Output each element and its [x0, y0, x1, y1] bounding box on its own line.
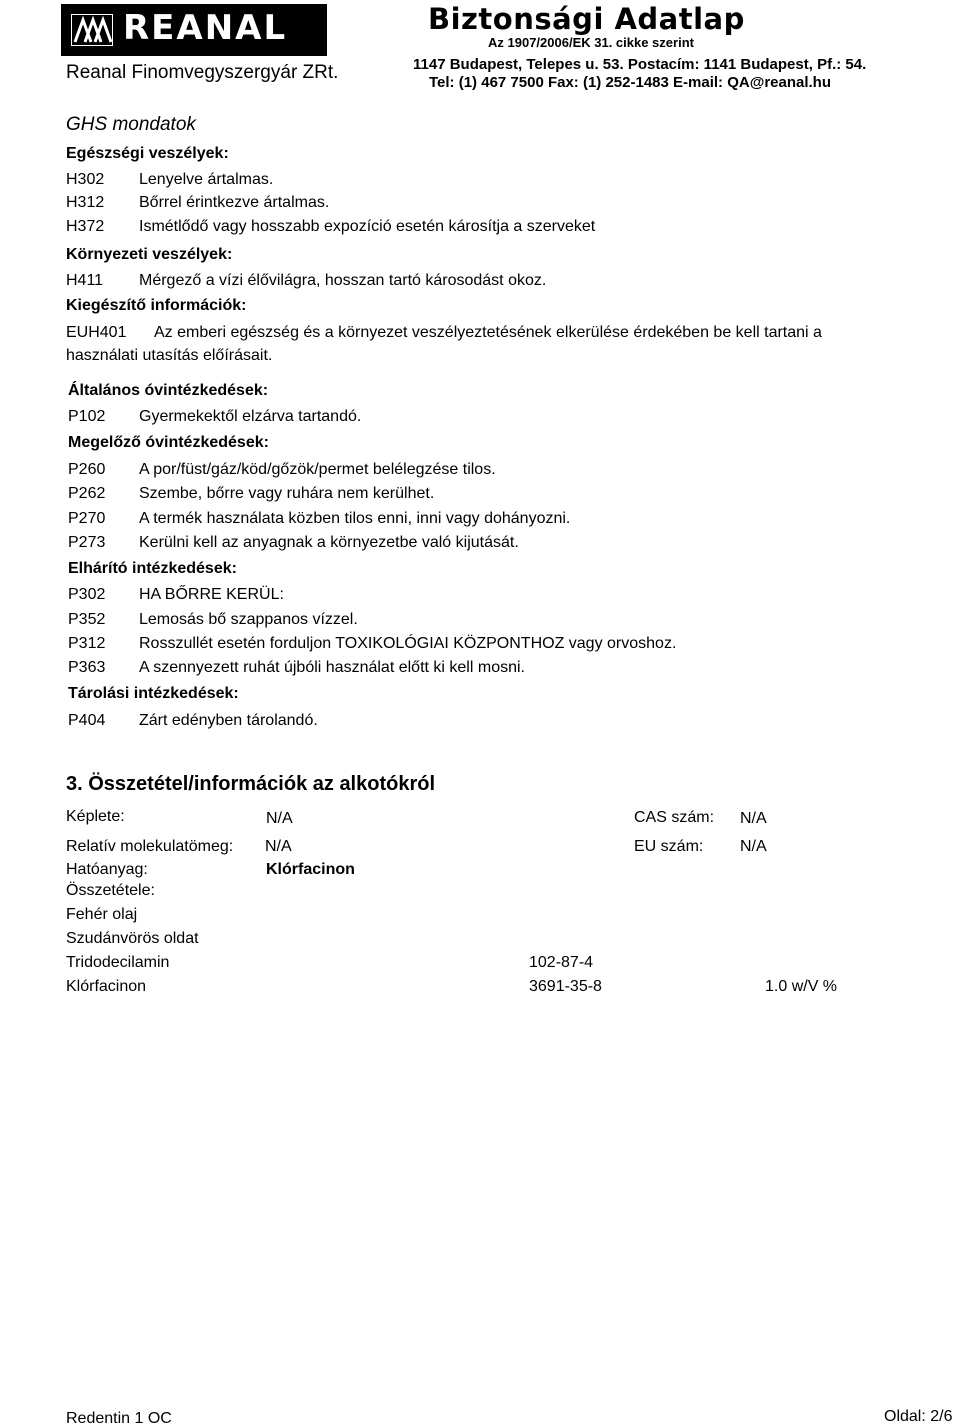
precaution-statement: HA BŐRRE KERÜL: [139, 586, 284, 603]
cas-label: CAS szám: [634, 809, 715, 826]
precaution-code: P312 [68, 635, 106, 652]
general-precautions-heading: Általános óvintézkedések: [68, 382, 269, 399]
hazard-code: H372 [66, 218, 105, 235]
company-contact: Tel: (1) 467 7500 Fax: (1) 252-1483 E-mail: QA@reanal.hu [429, 74, 832, 91]
hazard-code: H411 [66, 272, 104, 289]
health-hazards-heading: Egészségi veszélyek: [66, 145, 229, 162]
hazard-code: H302 [66, 171, 105, 188]
precaution-code: P262 [68, 485, 106, 502]
component-name: Tridodecilamin [66, 954, 170, 971]
company-name: Reanal Finomvegyszergyár ZRt. [66, 62, 339, 83]
storage-heading: Tárolási intézkedések: [68, 685, 239, 702]
company-logo [61, 4, 327, 56]
component-name: Szudánvörös oldat [66, 930, 199, 947]
precaution-code: P260 [68, 461, 106, 478]
formula-value: N/A [266, 810, 293, 827]
precaution-code: P352 [68, 611, 106, 628]
mw-value: N/A [265, 838, 292, 855]
precaution-statement: A szennyezett ruhát újbóli használat előtt ki kell mosni. [139, 659, 525, 676]
component-name: Klórfacinon [66, 978, 147, 995]
precaution-statement: Zárt edényben tárolandó. [139, 712, 318, 729]
component-name: Fehér olaj [66, 906, 138, 923]
prevention-heading: Megelőző óvintézkedések: [68, 434, 269, 451]
hazard-code: EUH401 [66, 324, 127, 341]
footer-page-number: Oldal: 2/6 [884, 1408, 953, 1425]
composition-label: Összetétele: [66, 882, 155, 899]
eu-label: EU szám: [634, 838, 704, 855]
composition-section-title: 3. Összetétel/információk az alkotókról [66, 773, 436, 795]
extra-info-heading: Kiegészítő információk: [66, 297, 247, 314]
precaution-statement: A por/füst/gáz/köd/gőzök/permet belélegzése tilos. [139, 461, 496, 478]
reanal-logo-icon [71, 14, 113, 46]
env-hazards-heading: Környezeti veszélyek: [66, 246, 233, 263]
precaution-statement: Lemosás bő szappanos vízzel. [139, 611, 358, 628]
component-concentration: 1.0 w/V % [765, 978, 838, 995]
precaution-statement: Gyermekektől elzárva tartandó. [139, 408, 362, 425]
cas-value: N/A [740, 810, 767, 827]
hazard-statement: Az emberi egészség és a környezet veszélyeztetésének elkerülése érdekében be kell tartani a [154, 324, 822, 341]
document-title: Biztonsági Adatlap [428, 2, 745, 36]
component-cas: 102-87-4 [529, 954, 594, 971]
precaution-code: P363 [68, 659, 106, 676]
precaution-statement: A termék használata közben tilos enni, inni vagy dohányozni. [139, 510, 571, 527]
hazard-statement-continued: használati utasítás előírásait. [66, 347, 273, 364]
precaution-code: P404 [68, 712, 106, 729]
precaution-code: P302 [68, 586, 106, 603]
eu-value: N/A [740, 838, 767, 855]
precaution-statement: Rosszullét esetén forduljon TOXIKOLÓGIAI KÖZPONTHOZ vagy orvoshoz. [139, 635, 677, 652]
precaution-statement: Szembe, bőrre vagy ruhára nem kerülhet. [139, 485, 435, 502]
hazard-statement: Lenyelve ártalmas. [139, 171, 274, 188]
hazard-statement: Bőrrel érintkezve ártalmas. [139, 194, 330, 211]
precaution-code: P270 [68, 510, 106, 527]
hazard-code: H312 [66, 194, 105, 211]
ghs-section-title: GHS mondatok [66, 114, 196, 135]
hazard-statement: Ismétlődő vagy hosszabb expozíció esetén károsítja a szerveket [139, 218, 596, 235]
company-address: 1147 Budapest, Telepes u. 53. Postacím: 1141 Budapest, Pf.: 54. [413, 56, 867, 73]
component-cas: 3691-35-8 [529, 978, 602, 995]
precaution-statement: Kerülni kell az anyagnak a környezetbe való kijutását. [139, 534, 519, 551]
hazard-statement: Mérgező a vízi élővilágra, hosszan tartó károsodást okoz. [139, 272, 547, 289]
mw-label: Relatív molekulatömeg: [66, 838, 234, 855]
precaution-code: P273 [68, 534, 106, 551]
active-label: Hatóanyag: [66, 861, 148, 878]
precaution-code: P102 [68, 408, 106, 425]
logo-text: REANAL [123, 8, 288, 48]
regulation-note: Az 1907/2006/EK 31. cikke szerint [488, 35, 694, 50]
formula-label: Képlete: [66, 808, 125, 825]
response-heading: Elhárító intézkedések: [68, 560, 237, 577]
active-value: Klórfacinon [266, 861, 355, 878]
footer-product-name: Redentin 1 OC [66, 1410, 172, 1427]
